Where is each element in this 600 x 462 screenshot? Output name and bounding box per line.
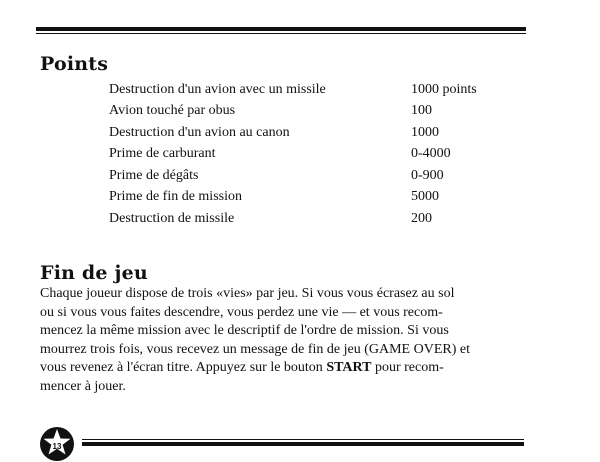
points-table [109, 79, 477, 230]
page-number-badge [39, 426, 75, 462]
start-button-name: START [326, 360, 372, 376]
points-value: 5000 [411, 189, 439, 205]
points-label: Prime de carburant [109, 146, 216, 162]
points-label: Prime de fin de mission [109, 189, 242, 205]
points-row [109, 165, 477, 187]
points-label: Prime de dégâts [109, 167, 199, 183]
game-over-paragraph [40, 285, 520, 397]
points-heading: Points [40, 53, 109, 75]
paragraph-line: mourrez trois fois, vous recevez un message de fin de jeu (GAME OVER) et [40, 341, 470, 357]
points-row [109, 101, 477, 123]
top-rule [36, 27, 526, 34]
page-number: 13 [52, 442, 62, 451]
points-value: 200 [411, 210, 432, 226]
paragraph-line: mencez la même mission avec le descriptif de l'ordre de mission. Si vous [40, 323, 449, 339]
points-label: Destruction d'un avion au canon [109, 124, 290, 140]
points-value: 1000 points [411, 81, 477, 97]
game-over-heading: Fin de jeu [40, 262, 148, 284]
points-row [109, 144, 477, 166]
points-label: Destruction d'un avion avec un missile [109, 81, 326, 97]
paragraph-line: Chaque joueur dispose de trois «vies» par jeu. Si vous vous écrasez au sol [40, 286, 455, 301]
points-row [109, 79, 477, 101]
paragraph-text: vous revenez à l'écran titre. Appuyez sur le bouton [40, 360, 327, 376]
points-value: 0-900 [411, 167, 444, 183]
points-value: 100 [411, 103, 432, 119]
paragraph-line [40, 359, 520, 378]
points-value: 0-4000 [411, 146, 451, 162]
points-value: 1000 [411, 124, 439, 140]
points-row [109, 122, 477, 144]
points-row [109, 187, 477, 209]
bottom-rule [82, 439, 524, 446]
paragraph-line: ou si vous vous faites descendre, vous perdez une vie — et vous recom- [40, 304, 443, 320]
points-label: Avion touché par obus [109, 103, 236, 119]
points-row [109, 208, 477, 230]
points-label: Destruction de missile [109, 210, 235, 226]
paragraph-text: pour recom- [371, 360, 444, 376]
paragraph-line: mencer à jouer. [40, 378, 126, 394]
